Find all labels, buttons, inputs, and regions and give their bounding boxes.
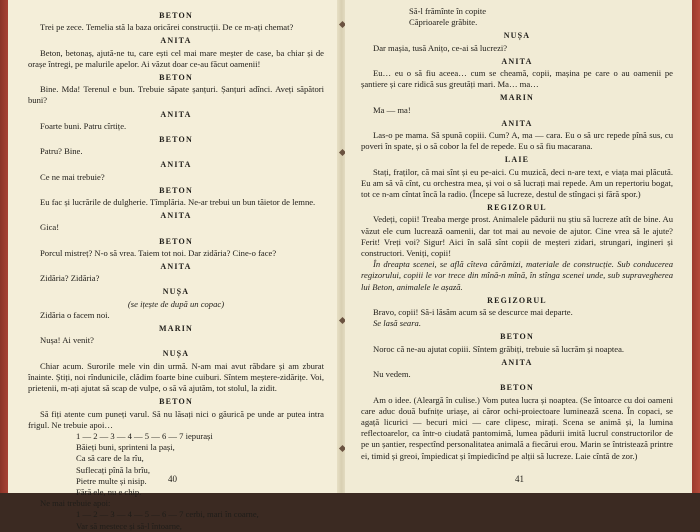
speaker-name: BETON: [159, 397, 193, 407]
speaker-name: ANITA: [160, 262, 192, 272]
dialogue-line: Zidăria o facem noi.: [40, 309, 110, 320]
verse-line: Var să mestece și să-l întoarne,: [76, 520, 182, 531]
right-page-number: 41: [515, 473, 524, 484]
dialogue-line: Ce ne mai trebuie?: [40, 171, 105, 182]
dialogue-line: Nușa! Ai venit?: [40, 335, 94, 346]
speaker-name: REGIZORUL: [487, 295, 547, 305]
speaker-name: BETON: [159, 73, 193, 83]
speaker-name: BETON: [159, 11, 193, 20]
stage-direction: În dreapta scenei, se află cîteva cărămizi, materiale de construcție. Sub conducerea regizorului, copiii le vor trece din mînă-n mînă, în stînga scenei unde, sub supravegherea lui Beton, animalele le așază.: [361, 259, 673, 292]
dialogue-line: Bine. Mda! Terenul e bun. Trebuie săpate șanțuri. Șanțuri adînci. Aveți săpători buni?: [28, 84, 324, 106]
speaker-name: NUȘA: [162, 287, 190, 297]
verse-line: Băieți buni, sprinteni la pași,: [76, 442, 175, 453]
right-page: [345, 0, 692, 493]
verse-line: Să-l frămînte în copite: [409, 6, 487, 16]
verse-line: Ca să care de la rîu,: [76, 453, 144, 464]
speaker-name: NUȘA: [503, 31, 531, 41]
dialogue-line: Eu… eu o să fiu aceea… cum se cheamă, copii, mașina pe care o au oamenii pe șantiere și care ridică sus greutăți mari. Ma… ma…: [361, 68, 673, 90]
speaker-name: BETON: [500, 383, 534, 393]
speaker-name: BETON: [159, 185, 193, 195]
speaker-name: NUȘA: [162, 349, 190, 359]
speaker-name: MARIN: [500, 93, 534, 103]
book-cover-edge-right: [692, 0, 700, 493]
verse-line: Pietre multe și nisip.: [76, 475, 147, 486]
verse-line: Suflecați pînă la brîu,: [76, 464, 150, 475]
speaker-name: LAIE: [504, 155, 530, 165]
speaker-name: ANITA: [160, 211, 192, 221]
dialogue-line: Chiar acum. Surorile mele vin din urmă. N-am mai avut răbdare și am zburat înainte. Știți, noi rîndunicile, clădim foarte bine cuiburi. Sîntem meștere-zidărițe. Voi, prietenii, m-ați ajutat să scap de vulpe, o să vă ajutăm, tot stolul, la zidit.: [28, 360, 324, 394]
speaker-name: REGIZORUL: [487, 203, 547, 213]
dialogue-line: Porcul mistreț? N-o să vrea. Taiem tot noi. Dar zidăria? Cine-o face?: [40, 247, 277, 258]
book-cover-edge-left: [0, 0, 8, 493]
dialogue-line: Gica!: [40, 222, 60, 233]
dialogue-line: Stați, fraților, că mai sînt și eu pe-aici. Cu muzică, deci n-are text, e viața mai plăcută. Eu am să vă cînt, cu orchestra mea, și voi o să lucrați mai repede. Am un repertoriu bogat, tot ce n-am cîntat încă la radio. (Începe să lucreze, destul de stîngaci și fără spor.): [361, 166, 673, 200]
speaker-name: BETON: [159, 236, 193, 246]
speaker-name: MARIN: [159, 324, 193, 334]
dialogue-line: Zidăria? Zidăria?: [40, 273, 100, 284]
stage-direction: Se lasă seara.: [373, 318, 421, 329]
dialogue-line: Foarte buni. Patru cîrtițe.: [40, 120, 127, 131]
dialogue-line: Bravo, copii! Să-i lăsăm acum să se descurce mai departe.: [373, 307, 573, 318]
left-page: [8, 0, 339, 531]
dialogue-line: Nu vedem.: [373, 369, 411, 380]
speaker-name: ANITA: [160, 36, 192, 46]
dialogue-line: Beton, betonaș, ajută-ne tu, care ești cel mai mare meșter de case, ba chiar și de orașe întregi, pe malurile apelor. Ai văzut doar ce-au făcut oamenii!: [28, 47, 324, 69]
speaker-name: BETON: [159, 135, 193, 145]
speaker-name: ANITA: [501, 56, 533, 66]
right-page-text: [361, 6, 673, 462]
speaker-name: BETON: [500, 332, 534, 342]
speaker-name: ANITA: [160, 160, 192, 170]
speaker-name: ANITA: [501, 357, 533, 367]
verse-line: Căprioarele grăbite.: [409, 17, 478, 28]
dialogue-line: Ne mai trebuie apoi:: [40, 498, 111, 509]
dialogue-line: Noroc că ne-au ajutat copiii. Sîntem grăbiți, trebuie să lucrăm și noaptea.: [373, 343, 625, 354]
dialogue-line: Eu fac și lucrările de dulgherie. Tîmplăria. Ne-ar trebui un bun tăietor de lemne.: [40, 197, 316, 208]
speaker-name: ANITA: [160, 109, 192, 119]
left-page-text: [28, 8, 324, 532]
stage-direction: (se ițește de după un copac): [127, 298, 225, 309]
dialogue-line: Vedeți, copii! Treaba merge prost. Animalele pădurii nu știu să lucreze atît de bine. Au văzut ele cum lucrează oamenii, dar tot mai au nevoie de ajutor. Cine vrea să le ajute? Ferit! Vreți voi? Sigur! Aici în sală sînt copii de meșteri zidari, strungari, ingineri și constructori. Veniți, copii!: [361, 214, 673, 259]
dialogue-line: Las-o pe mama. Să spună copiii. Cum? A, ma — cara. Eu o să urc repede pînă sus, cu poveri în spate, și o să cobor la fel de repede. Eu o să fiu macarana.: [361, 130, 673, 152]
dialogue-line: Dar mașia, tusă Anițo, ce-ai să lucrezi?: [373, 42, 508, 53]
dialogue-line: Ma — ma!: [373, 104, 411, 115]
dialogue-line: Am o idee. (Aleargă în culise.) Vom putea lucra și noaptea. (Se întoarce cu doi oameni care aduc două bufnițe uriașe, ai căror ochi-proiectoare luminează scena. În copaci, se agață licurici — becuri mici — care clipesc, mirați. Scena se animă și, la lumina reflectoarelor, ca într-o ciudată pantomimă, lumea pădurii imită lucrul constructorilor de pe un șantier, respectînd personalitatea animală a fiecărui erou. Marin se întristează printre ei, timid și greoi, împiedicat și împiedicînd pe alții să lucreze. Laie cîntă de zor.): [361, 394, 673, 461]
verse-line: Fără ele, nu e chip.: [76, 486, 142, 497]
dialogue-line: Trei pe zece. Temelia stă la baza oricărei construcții. De ce m-ați chemat?: [40, 22, 294, 33]
left-page-number: 40: [168, 473, 177, 484]
speaker-name: ANITA: [501, 118, 533, 128]
verse-line: 1 — 2 — 3 — 4 — 5 — 6 — 7 iepurași: [76, 430, 213, 441]
dialogue-line: Patru? Bine.: [40, 146, 83, 157]
verse-line: 1 — 2 — 3 — 4 — 5 — 6 — 7 cerbi, mari în coarne,: [76, 509, 259, 520]
dialogue-line: Să fiți atente cum puneți varul. Să nu lăsați nici o găurică pe unde ar putea intra frigul. Ne trebuie apoi…: [28, 408, 324, 430]
